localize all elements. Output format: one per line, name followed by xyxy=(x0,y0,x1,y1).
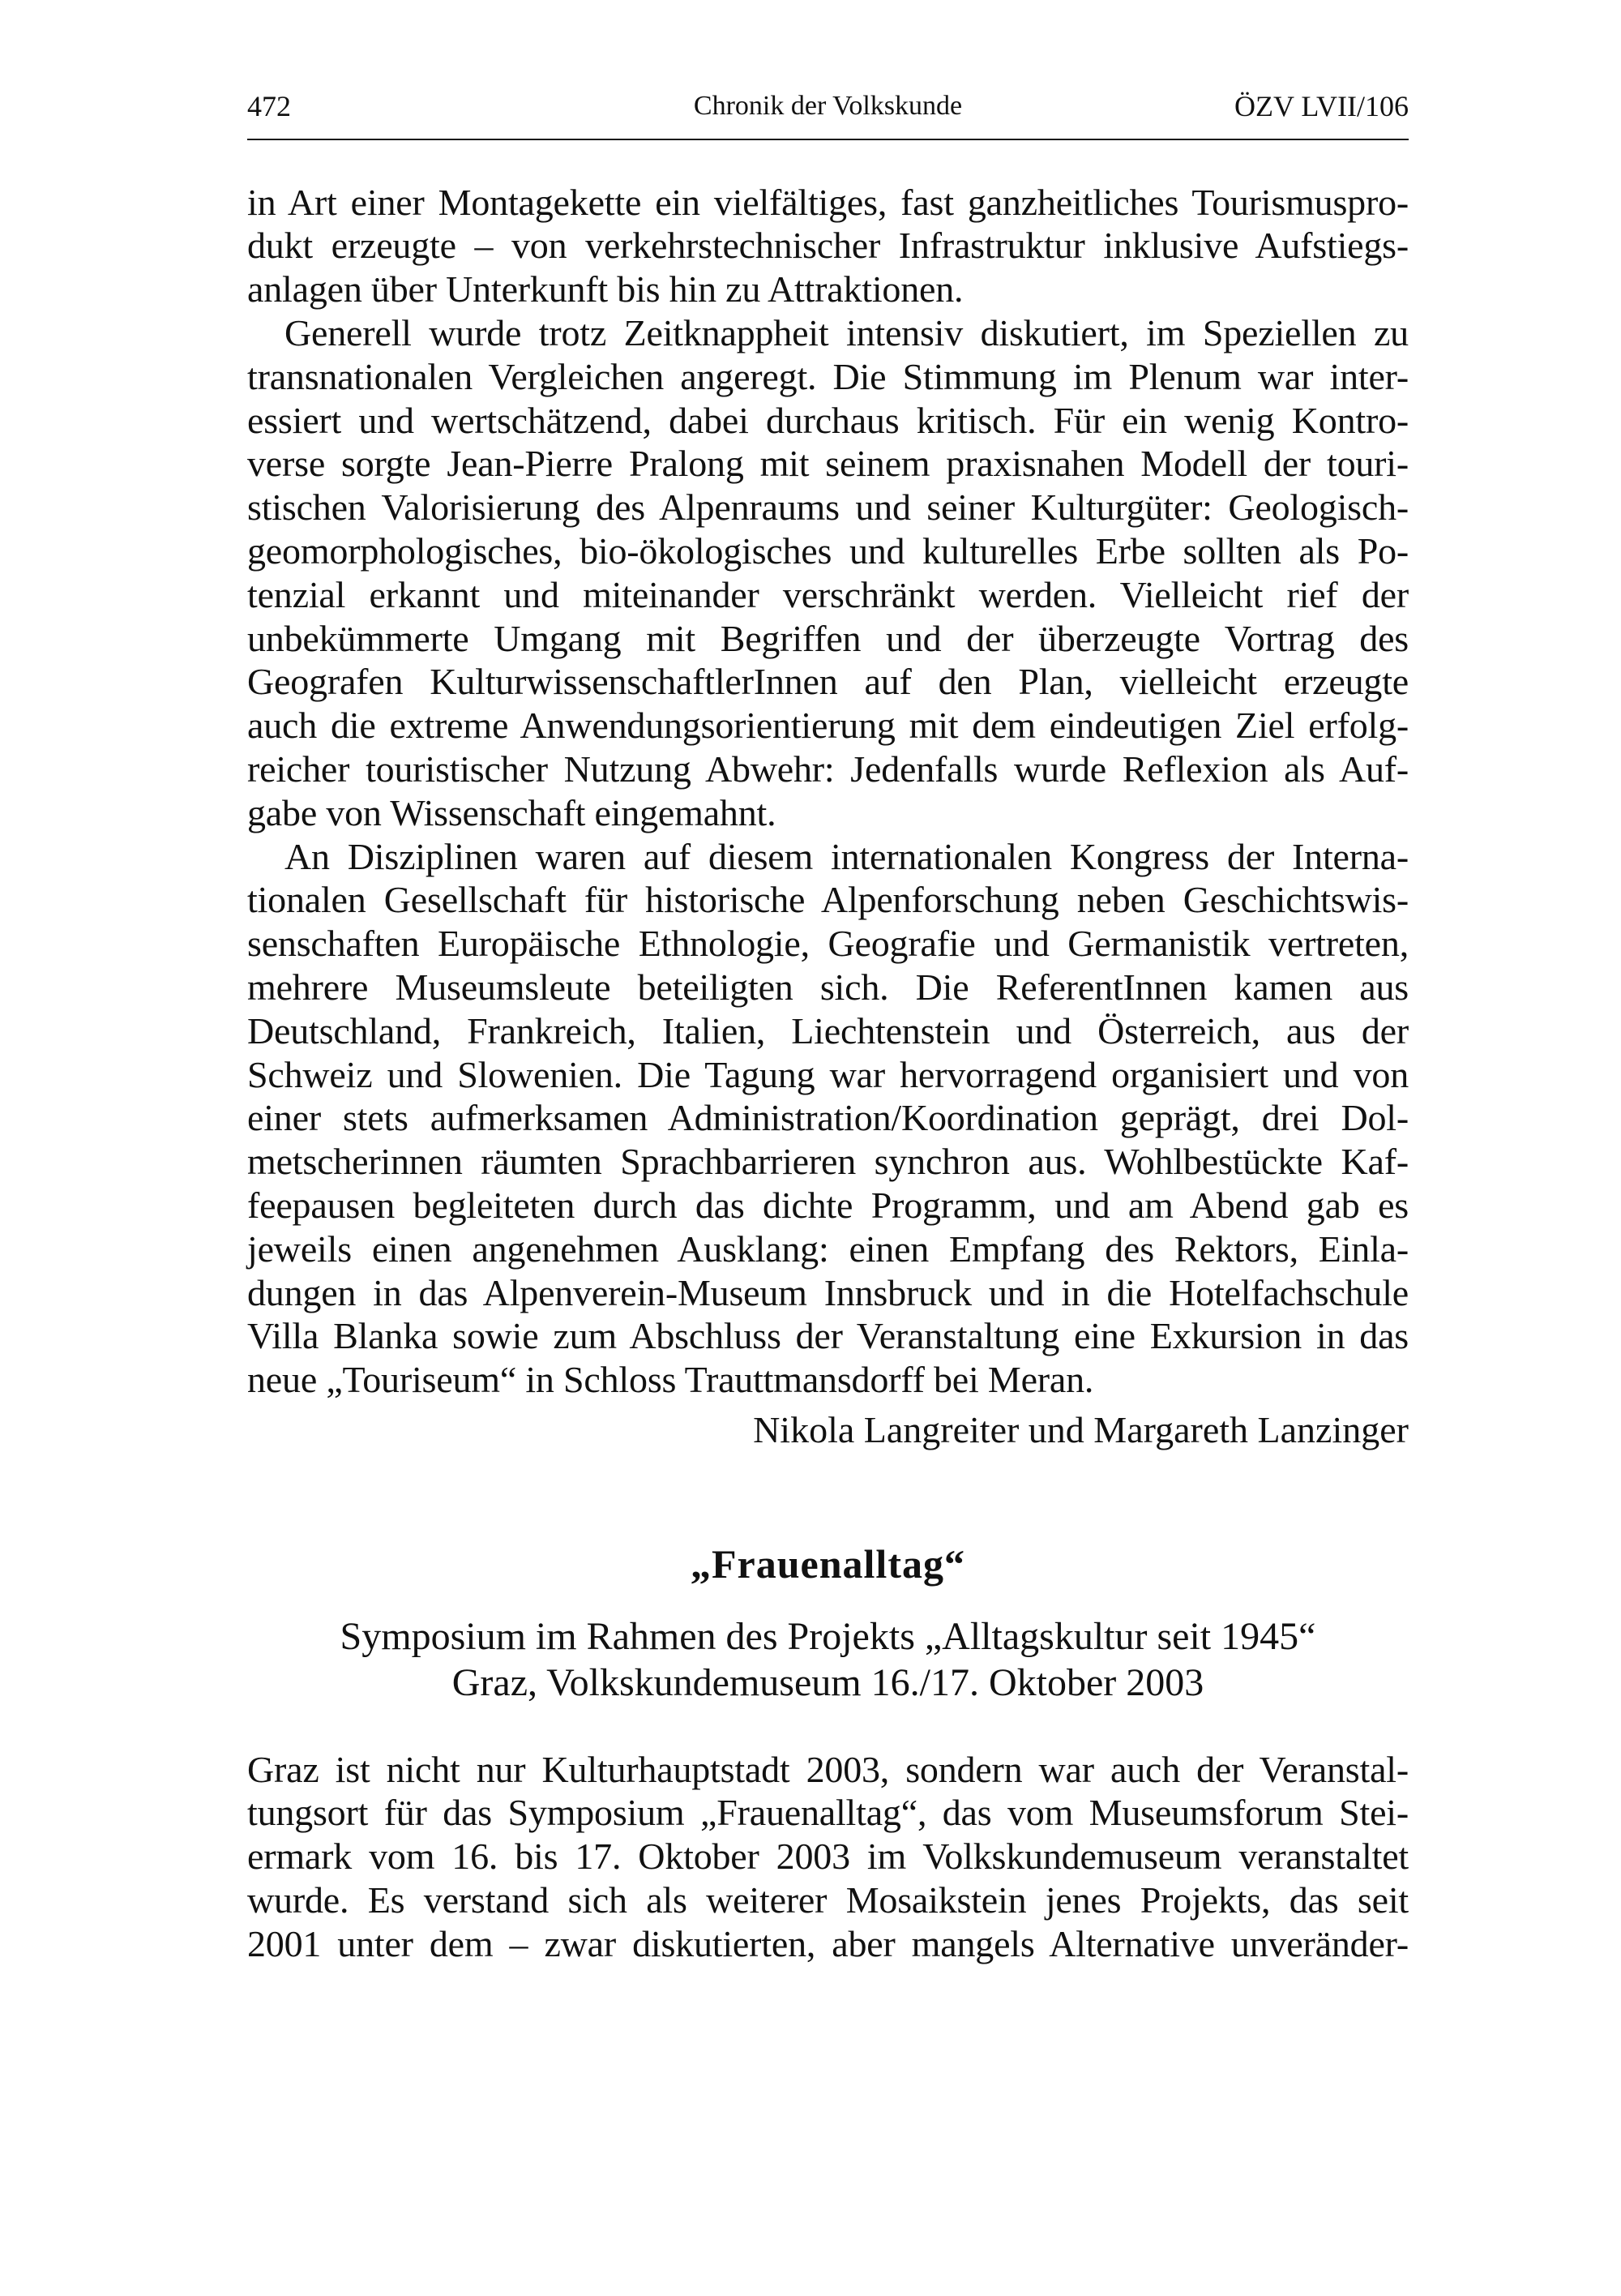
text-line: gabe von Wissenschaft eingemahnt. xyxy=(247,791,776,833)
text-line: An Disziplinen waren auf diesem internationalen Kongress der Interna- xyxy=(284,835,1409,877)
article-1-signature: Nikola Langreiter und Margareth Lanzinger xyxy=(753,1409,1409,1450)
text-line: 2001 unter dem – zwar diskutierten, aber mangels Alternative unveränder- xyxy=(247,1922,1409,1964)
header-rule xyxy=(247,139,1409,140)
text-line: unbekümmerte Umgang mit Begriffen und der überzeugte Vortrag des xyxy=(247,617,1409,659)
text-line: geomorphologisches, bio-ökologisches und kulturelles Erbe sollten als Po- xyxy=(247,529,1409,572)
text-line: neue „Touriseum“ in Schloss Trauttmansdorff bei Meran. xyxy=(247,1359,1094,1401)
running-header xyxy=(247,90,1409,122)
text-line: metscherinnen räumten Sprachbarrieren synchron aus. Wohlbestückte Kaf- xyxy=(247,1141,1409,1183)
text-line: feepausen begleiteten durch das dichte Programm, und am Abend gab es xyxy=(247,1184,1409,1226)
subtitle-line-event: Symposium im Rahmen des Projekts „Alltagskultur seit 1945“ xyxy=(340,1615,1316,1658)
text-line: reicher touristischer Nutzung Abwehr: Jedenfalls wurde Reflexion als Auf- xyxy=(247,747,1409,790)
text-line: Generell wurde trotz Zeitknappheit intensiv diskutiert, im Speziellen zu xyxy=(284,311,1409,353)
paragraph xyxy=(247,835,1409,1402)
article-1-body xyxy=(247,181,1409,1402)
text-line: Geografen KulturwissenschaftlerInnen auf den Plan, vielleicht erzeugte xyxy=(247,661,1409,703)
text-line: jeweils einen angenehmen Ausklang: einen Empfang des Rektors, Einla- xyxy=(247,1227,1409,1270)
text-line: dungen in das Alpenverein-Museum Innsbruck und in die Hotelfachschule xyxy=(247,1271,1409,1313)
text-line: einer stets aufmerksamen Administration/Koordination geprägt, drei Dol- xyxy=(247,1097,1409,1139)
text-line: Deutschland, Frankreich, Italien, Liechtenstein und Österreich, aus der xyxy=(247,1009,1409,1052)
text-line: dukt erzeugte – von verkehrstechnischer Infrastruktur inklusive Aufstiegs- xyxy=(247,225,1409,267)
text-line: wurde. Es verstand sich als weiterer Mosaikstein jenes Projekts, das seit xyxy=(247,1878,1409,1921)
text-line: transnationalen Vergleichen angeregt. Die Stimmung im Plenum war inter- xyxy=(247,355,1409,397)
text-line: stischen Valorisierung des Alpenraums und seiner Kulturgüter: Geologisch- xyxy=(247,486,1409,529)
text-line: auch die extreme Anwendungsorientierung mit dem eindeutigen Ziel erfolg- xyxy=(247,705,1409,747)
text-line: verse sorgte Jean-Pierre Pralong mit seinem praxisnahen Modell der touri- xyxy=(247,443,1409,485)
text-line: Schweiz und Slowenien. Die Tagung war hervorragend organisiert und von xyxy=(247,1053,1409,1095)
text-line: anlagen über Unterkunft bis hin zu Attraktionen. xyxy=(247,268,964,311)
article-2-body xyxy=(247,1748,1409,1966)
text-line: in Art einer Montagekette ein vielfältiges, fast ganzheitliches Tourismuspro- xyxy=(247,181,1409,223)
section-title: Chronik der Volkskunde xyxy=(693,91,963,121)
text-line: mehrere Museumsleute beteiligten sich. Die ReferentInnen kamen aus xyxy=(247,966,1409,1008)
text-line: tungsort für das Symposium „Frauenalltag“, das vom Museumsforum Stei- xyxy=(247,1792,1409,1834)
text-line: tenzial erkannt und miteinander verschränkt werden. Vielleicht rief der xyxy=(247,573,1409,615)
article-2-title: „Frauenalltag“ xyxy=(691,1541,965,1587)
paragraph xyxy=(247,181,1409,311)
text-line: ermark vom 16. bis 17. Oktober 2003 im Volkskundemuseum veranstaltet xyxy=(247,1836,1409,1878)
paragraph xyxy=(247,311,1409,835)
text-line: senschaften Europäische Ethnologie, Geografie und Germanistik vertreten, xyxy=(247,923,1409,965)
text-line: tionalen Gesellschaft für historische Alpenforschung neben Geschichtswis- xyxy=(247,879,1409,921)
article-2-subtitle xyxy=(247,1613,1409,1706)
page-number: 472 xyxy=(247,90,291,122)
subtitle-line-place-date: Graz, Volkskundemuseum 16./17. Oktober 2003 xyxy=(451,1661,1204,1704)
text-line: essiert und wertschätzend, dabei durchaus kritisch. Für ein wenig Kontro- xyxy=(247,399,1409,441)
text-line: Graz ist nicht nur Kulturhauptstadt 2003, sondern war auch der Veranstal- xyxy=(247,1748,1409,1790)
paragraph xyxy=(247,1748,1409,1966)
text-line: Villa Blanka sowie zum Abschluss der Veranstaltung eine Exkursion in das xyxy=(247,1315,1409,1357)
journal-reference: ÖZV LVII/106 xyxy=(1234,90,1409,122)
